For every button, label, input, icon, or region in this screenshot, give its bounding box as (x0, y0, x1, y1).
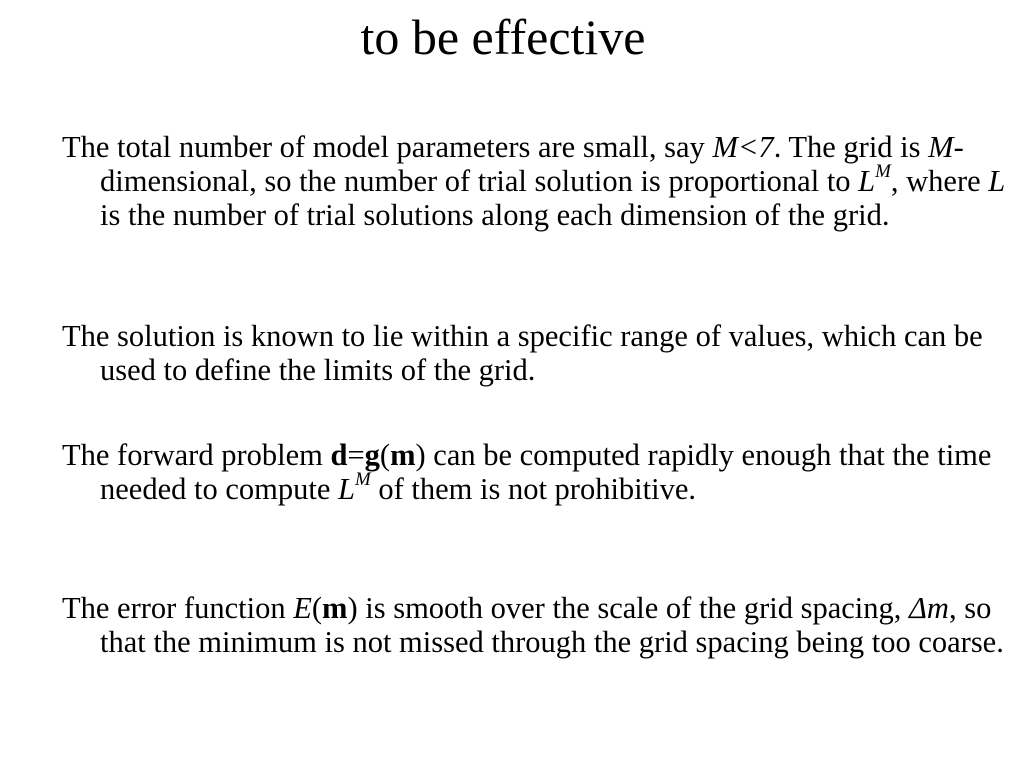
text-run: The forward problem (62, 438, 331, 472)
italic-variable: L (988, 164, 1006, 198)
italic-variable: L (337, 472, 355, 506)
italic-variable: E (293, 591, 312, 625)
italic-expression: M<7 (712, 130, 774, 164)
italic-variable: M (875, 160, 891, 182)
text-run: -dimensional, so the number of trial solution is proportional to (100, 130, 964, 198)
text-run: , so that the minimum is not missed through the grid spacing being too coarse. (100, 591, 1004, 659)
bullet-paragraph-3 (62, 438, 1010, 506)
text-run: ) (347, 591, 358, 625)
text-run: The error function (62, 591, 294, 625)
text-run: ( (311, 591, 323, 625)
bullet-paragraph-4 (62, 591, 1010, 659)
slide-title: to be effective (360, 9, 646, 65)
italic-variable: M (928, 130, 954, 164)
italic-variable: M (354, 468, 371, 490)
superscript-exponent (875, 161, 891, 182)
text-run: ( (379, 438, 391, 472)
text-run: The solution is known to lie within a specific range of values, which can be used to define the limits of the grid. (62, 319, 983, 387)
text-run: , where (890, 164, 989, 198)
text-run: ) (415, 438, 426, 472)
text-run: is smooth over the scale of the grid spacing, (357, 591, 910, 625)
text-run: can be computed rapidly enough that the time needed to compute (100, 438, 992, 506)
text-run: . The grid is (773, 130, 929, 164)
text-run: The total number of model parameters are small, say (62, 130, 713, 164)
text-run: = (347, 438, 365, 472)
text-run: is the number of trial solutions along each dimension of the grid. (100, 198, 890, 232)
bold-variable: g (364, 438, 380, 472)
italic-variable: L (858, 164, 876, 198)
bullet-paragraph-1 (62, 130, 1010, 232)
superscript-exponent (355, 469, 371, 490)
bold-variable: d (330, 438, 348, 472)
bullet-paragraph-2 (62, 319, 1010, 387)
text-run: of them is not prohibitive. (370, 472, 697, 506)
bold-variable: m (322, 591, 348, 625)
bold-variable: m (390, 438, 416, 472)
italic-expression: Δm (909, 591, 949, 625)
